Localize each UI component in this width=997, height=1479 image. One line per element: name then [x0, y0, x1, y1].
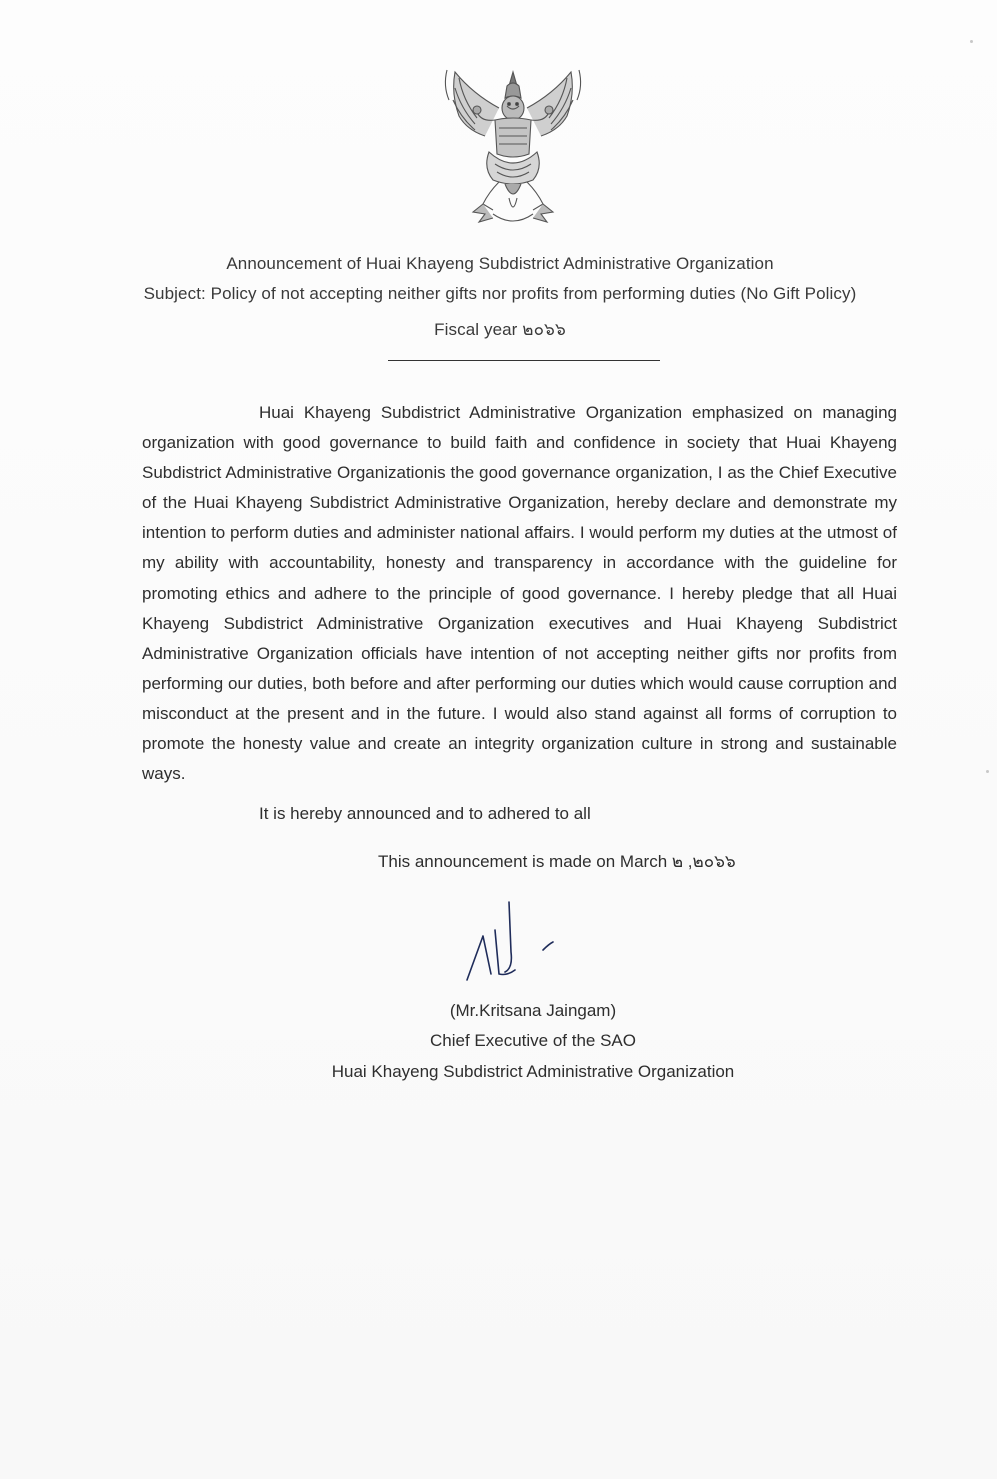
- fiscal-year: Fiscal year ๒๐๖๖: [434, 320, 566, 339]
- garuda-emblem-icon: [433, 64, 593, 234]
- signatory-position: Chief Executive of the SAO: [430, 1031, 636, 1050]
- announcement-date: This announcement is made on March ๒ ,๒๐๖๖: [378, 852, 736, 871]
- signatory-organization: Huai Khayeng Subdistrict Administrative Organization: [331, 1062, 735, 1081]
- announcement-title: Announcement of Huai Khayeng Subdistrict Administrative Organization: [226, 254, 774, 273]
- announcement-body: Huai Khayeng Subdistrict Administrative Organization emphasized on managing organization with good governance to build faith and confidence in society that Huai Khayeng Subdistrict Administrative Organizationis the good governance organization, I as the Chief Executive of the Huai Khayeng Subdistrict Administrative Organization, hereby declare and demonstrate my intention to perform duties and administer national affairs. I would perform my duties at the utmost of my ability with accountability, honesty and transparency in accordance with the guideline for promoting ethics and adhere to the principle of good governance. I hereby pledge that all Huai Khayeng Subdistrict Administrative Organization executives and Huai Khayeng Subdistrict Administrative Organization officials have intention of not accepting neither gifts nor profits from performing our duties, both before and after performing our duties which would cause corruption and misconduct at the present and in the future. I would also stand against all forms of corruption to promote the honesty value and create an integrity organization culture in strong and sustainable ways.: [142, 403, 897, 784]
- paper-speck: [970, 40, 973, 43]
- closing-statement: It is hereby announced and to adhered to all: [259, 804, 591, 823]
- announcement-subject: Subject: Policy of not accepting neither gifts nor profits from performing duties (No Gift Policy): [143, 284, 857, 303]
- signatory-name: (Mr.Kritsana Jaingam): [449, 1001, 617, 1020]
- header-divider: [388, 360, 660, 361]
- paper-speck: [986, 770, 989, 773]
- handwritten-signature-icon: [455, 896, 575, 986]
